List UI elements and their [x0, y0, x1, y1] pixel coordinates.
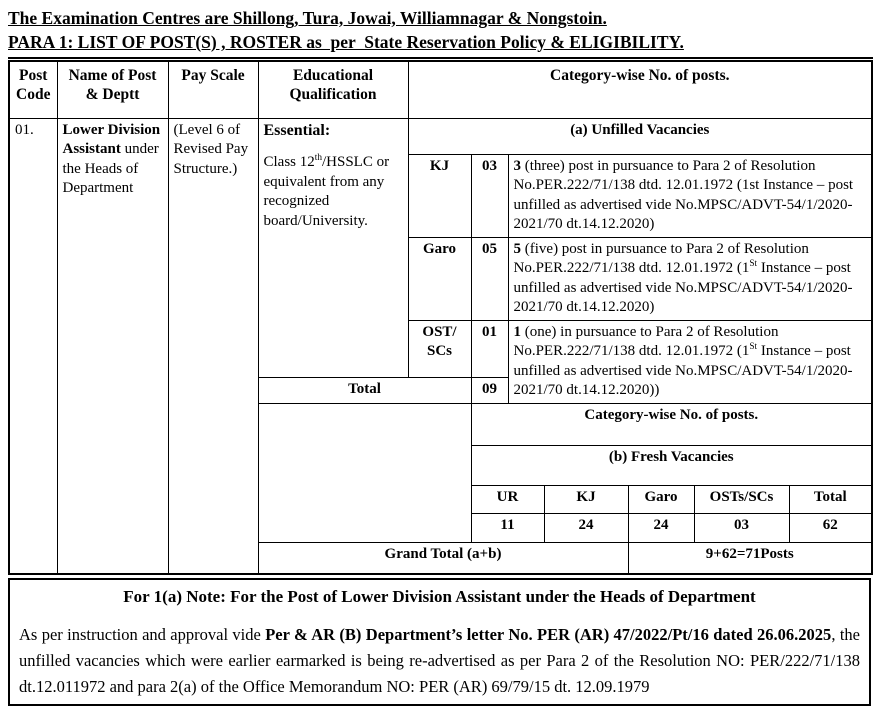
note-heading: For 1(a) Note: For the Post of Lower Division Assistant under the Heads of Department	[123, 587, 756, 607]
fresh-value-garo: 24	[628, 513, 694, 542]
category-label-kj: KJ	[408, 154, 471, 237]
grand-total-value: 9+62=71Posts	[628, 542, 872, 574]
pay-scale-cell: (Level 6 of Revised Pay Structure.)	[168, 118, 258, 574]
header-pay-scale: Pay Scale	[168, 59, 258, 118]
fresh-col-kj: KJ	[544, 485, 628, 513]
posts-table	[8, 57, 873, 576]
fresh-col-osts-scs: OSTs/SCs	[694, 485, 789, 513]
post-name-cell: Lower Division Assistant under the Heads of Department	[57, 118, 168, 574]
header-educational-qualification: Educational Qualification	[258, 59, 408, 118]
fresh-value-kj: 24	[544, 513, 628, 542]
para1-roster-title: PARA 1: LIST OF POST(S) , ROSTER as per State Reservation Policy & ELIGIBILITY.	[8, 31, 684, 52]
description-kj: 3 (three) post in pursuance to Para 2 of Resolution No.PER.222/71/138 dtd. 12.01.1972 (1st Instance – post unfilled as advertised vide No.MPSC/ADVT-54/1/2020-2021/70 dt.14.12.2020)	[508, 154, 872, 237]
education-essential-label: Essential:	[263, 121, 331, 139]
category-label-ost-scs: OST/ SCs	[408, 320, 471, 378]
fresh-vacancies-header: (b) Fresh Vacancies	[471, 445, 872, 485]
count-garo: 05	[471, 237, 508, 320]
fresh-category-wise-header: Category-wise No. of posts.	[471, 403, 872, 445]
header-post-code: Post Code	[9, 59, 57, 118]
category-label-garo: Garo	[408, 237, 471, 320]
fresh-value-ur: 11	[471, 513, 544, 542]
post-code-cell: 01.	[9, 118, 57, 574]
unfilled-total-label: Total	[258, 378, 471, 403]
description-garo: 5 (five) post in pursuance to Para 2 of Resolution No.PER.222/71/138 dtd. 12.01.1972 (1St Instance – post unfilled as advertised vide No.MPSC/ADVT-54/1/2020-2021/70 dt.14.12.2020)	[508, 237, 872, 320]
education-cell	[258, 118, 408, 378]
grand-total-label: Grand Total (a+b)	[258, 542, 628, 574]
fresh-value-osts-scs: 03	[694, 513, 789, 542]
unfilled-vacancies-header: (a) Unfilled Vacancies	[408, 118, 872, 154]
count-kj: 03	[471, 154, 508, 237]
description-ost-scs: 1 (one) in pursuance to Para 2 of Resolution No.PER.222/71/138 dtd. 12.01.1972 (1St Instance – post unfilled as advertised vide No.MPSC/ADVT-54/1/2020-2021/70 dt.14.12.2020))	[508, 320, 872, 403]
exam-centres-title: The Examination Centres are Shillong, Tura, Jowai, Williamnagar & Nongstoin.	[8, 8, 607, 28]
note-box	[8, 578, 871, 706]
fresh-col-ur: UR	[471, 485, 544, 513]
education-qualification-text: Class 12th/HSSLC or equivalent from any recognized board/University.	[263, 153, 390, 229]
unfilled-header-row	[9, 118, 872, 154]
title-block	[0, 0, 876, 55]
note-body-paragraph: As per instruction and approval vide Per & AR (B) Department’s letter No. PER (AR) 47/2022/Pt/16 dated 26.06.2025, the unfilled vacancies which were earlier earmarked is being re-advertised as per Para 2 of the Resolution NO: PER/222/71/138 dt.12.011972 and para 2(a) of the Office Memorandum NO: PER (AR) 69/79/15 dt. 12.09.1979	[19, 625, 860, 696]
count-ost-scs: 01	[471, 320, 508, 378]
fresh-col-garo: Garo	[628, 485, 694, 513]
header-category-wise-posts: Category-wise No. of posts.	[408, 59, 872, 118]
fresh-value-total: 62	[789, 513, 872, 542]
unfilled-total-value: 09	[471, 378, 508, 403]
empty-spacer-cell	[258, 403, 471, 542]
fresh-col-total: Total	[789, 485, 872, 513]
table-header-row	[9, 59, 872, 118]
header-name-of-post: Name of Post & Deptt	[57, 59, 168, 118]
